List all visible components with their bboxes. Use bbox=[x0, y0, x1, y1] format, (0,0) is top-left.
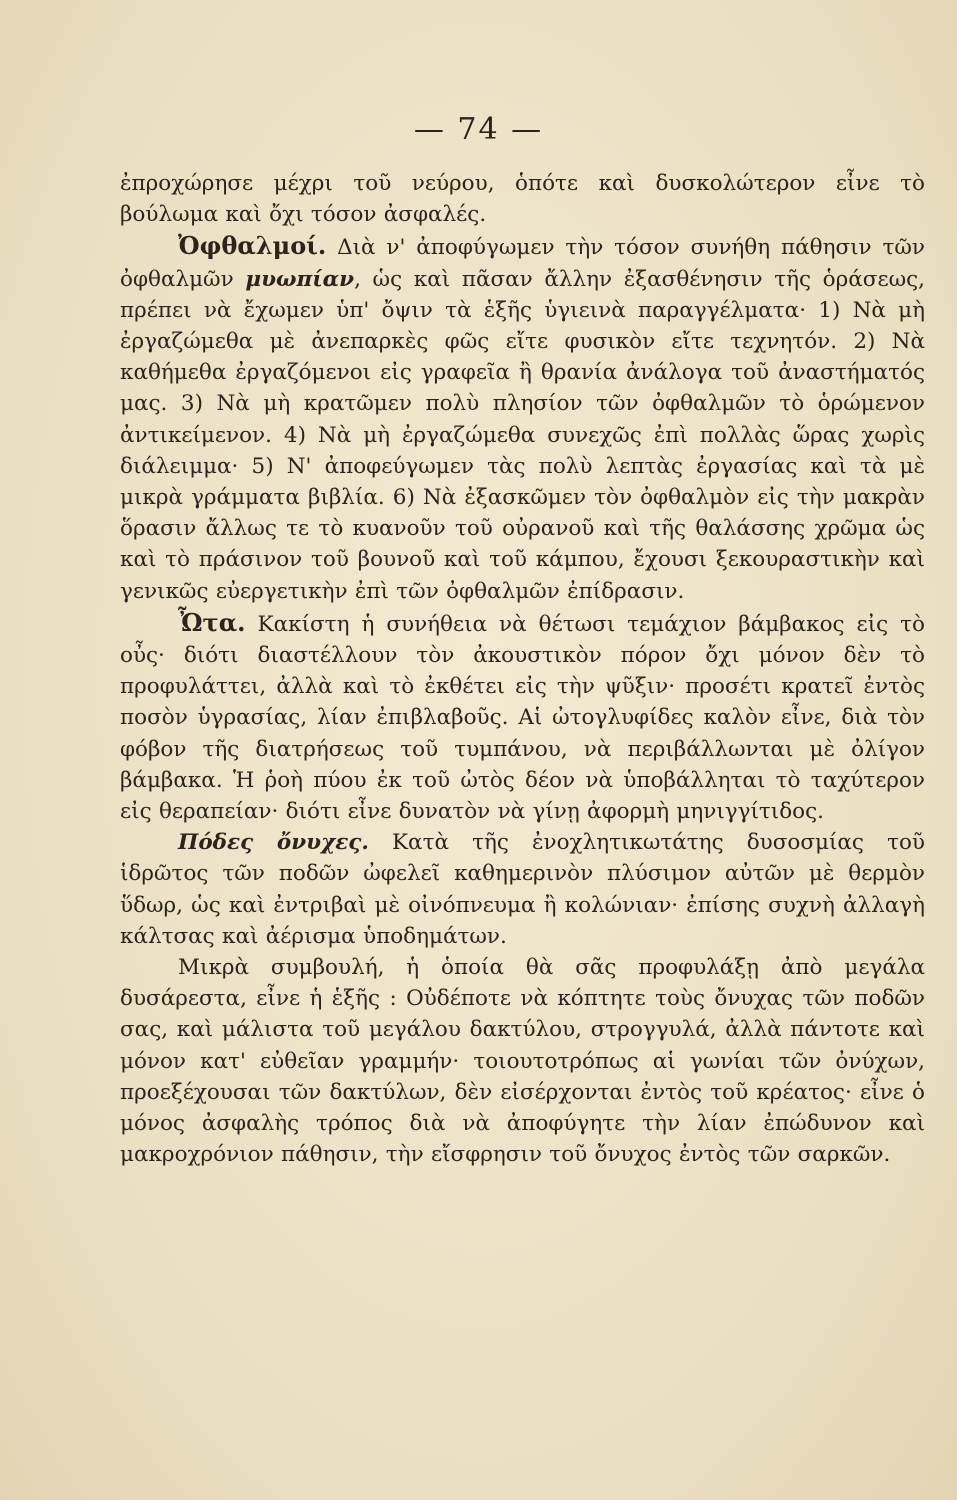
paragraph-text: , ὡς καὶ πᾶσαν ἄλλην ἐξασθένησιν τῆς ὁράσεως, πρέπει νὰ ἔχωμεν ὑπ' ὄψιν τὰ ἑξῆς ὑγιεινὰ παραγγέλματα· 1) Νὰ μὴ ἐργαζώμεθα μὲ ἀνεπαρκὲς φῶς εἴτε φυσικὸν εἴτε τεχνητόν. 2) Νὰ καθήμεθα ἐργαζόμενοι εἰς γραφεῖα ἢ θρανία ἀνάλογα τοῦ ἀναστήματός μας. 3) Νὰ μὴ κρατῶμεν πολὺ πλησίον τῶν ὀφθαλμῶν τὸ ὁρώμενον ἀντικείμενον. 4) Νὰ μὴ ἐργαζώμεθα συνεχῶς ἐπὶ πολλὰς ὥρας χωρὶς διάλειμμα· 5) Ν' ἀποφεύγωμεν τὰς πολὺ λεπτὰς ἐργασίας καὶ τὰ μὲ μικρὰ γράμματα βιβλία. 6) Νὰ ἐξασκῶμεν τὸν ὀφθαλμὸν εἰς τὴν μακρὰν bbox=[120, 266, 925, 511]
paragraph-eyes bbox=[120, 230, 925, 606]
section-heading-feet: Πόδες ὄνυχες. bbox=[178, 830, 369, 856]
paragraph-text: ὅρασιν ἄλλως τε τὸ κυανοῦν τοῦ οὐρανοῦ καὶ τῆς θαλάσσης χρῶμα ὡς καὶ τὸ πράσινον τοῦ βουνοῦ καὶ τοῦ κάμπου, ἔχουσι ξεκουραστικὴν καὶ γενικῶς εὐεργετικὴν ἐπὶ τῶν ὀφθαλμῶν ἐπίδρασιν. bbox=[120, 516, 925, 604]
paragraph-text: Κατὰ τῆς ἐνοχλητικωτάτης δυσοσμίας τοῦ ἱδρῶτος τῶν ποδῶν ὠφελεῖ καθημερινὸν πλύσιμον αὐτῶν μὲ θερμὸν ὕδωρ, ὡς καὶ ἐντριβαὶ μὲ οἰνόπνευμα ἢ κολώνιαν· ἐπίσης συχνὴ ἀλλαγὴ κάλτσας καὶ ἀέρισμα ὑποδημάτων. bbox=[120, 830, 925, 949]
paragraph-feet bbox=[120, 827, 925, 952]
page-number: — 74 — bbox=[413, 112, 544, 147]
body-text bbox=[120, 168, 925, 1171]
paragraph-advice: Μικρὰ συμβουλή, ἡ ὁποία θὰ σᾶς προφυλάξῃ ἀπὸ μεγάλα δυσάρεστα, εἶνε ἡ ἑξῆς : Οὐδέποτε νὰ κόπτητε τοὺς ὄνυχας τῶν ποδῶν σας, καὶ μάλιστα τοῦ μεγάλου δακτύλου, στρογγυλά, ἀλλὰ πάντοτε καὶ μόνον κατ' εὐθεῖαν γραμμήν· τοιουτοτρόπως αἱ γωνίαι τῶν ὀνύχων, προεξέχουσαι τῶν δακτύλων, δὲν εἰσέρχονται ἐντὸς τοῦ κρέατος· εἶνε ὁ μόνος ἀσφαλὴς τρόπος διὰ νὰ ἀποφύγητε τὴν λίαν ἐπώδυνον καὶ μακροχρόνιον πάθησιν, τὴν εἴσφρησιν τοῦ ὄνυχος ἐντὸς τῶν σαρκῶν. bbox=[120, 955, 925, 1168]
paragraph-text: Διὰ ν' ἀποφύγωμεν τὴν τόσον συνήθη πάθησιν τῶν ὀφθαλμῶν bbox=[120, 235, 925, 292]
section-heading-ears: Ὦτα. bbox=[178, 607, 246, 637]
paragraph-text: Κακίστη ἡ συνήθεια νὰ θέτωσι τεμάχιον βάμβακος εἰς τὸ οὖς· διότι διαστέλλουν τὸν ἀκουστικὸν πόρον ὄχι μόνον δὲν τὸ προφυλάττει, ἀλλὰ καὶ τὸ ἐκθέτει εἰς τὴν ψῦξιν· προσέτι κρατεῖ ἐντὸς ποσὸν ὑγρασίας, λίαν ἐπιβλαβοῦς. Αἱ ὠτογλυφίδες καλὸν εἶνε, διὰ τὸν φόβον τῆς διατρήσεως τοῦ τυμπάνου, νὰ περιβάλλωνται μὲ ὀλίγον βάμβακα. Ἡ ῥοὴ πύου ἐκ τοῦ ὠτὸς δέον νὰ ὑποβάλληται τὸ ταχύτερον εἰς θεραπείαν· διότι εἶνε δυνατὸν νὰ γίνῃ ἀφορμὴ μηνιγγίτιδος. bbox=[120, 611, 926, 825]
section-heading-eyes: Ὀφθαλμοί. bbox=[178, 231, 327, 261]
emphasis-term: μυωπίαν bbox=[245, 266, 355, 292]
paragraph-continuation: ἐπροχώρησε μέχρι τοῦ νεύρου, ὁπότε καὶ δυσκολώτερον εἶνε τὸ βούλωμα καὶ ὄχι τόσον ἀσφαλές. bbox=[120, 171, 925, 228]
paragraph-ears bbox=[120, 607, 925, 827]
